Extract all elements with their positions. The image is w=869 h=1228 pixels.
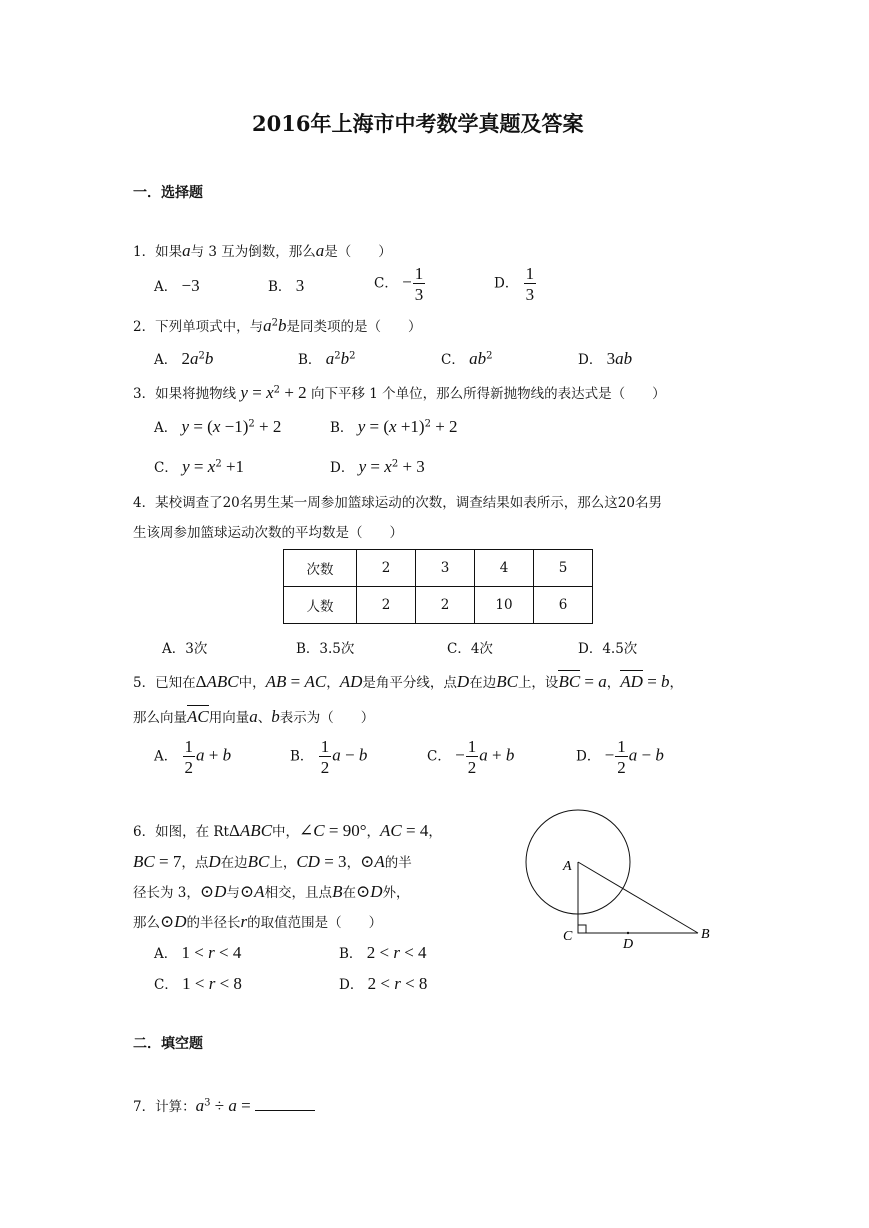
q2-option-c: C． $ab^2$ [441,349,493,368]
table-cell: 10 [475,587,534,624]
right-angle-mark [578,925,586,933]
table-row [284,550,593,587]
page-title: 2016年上海市中考数学真题及答案 [252,111,584,136]
question-6-line-1: 6．如图，在 RtΔABC中，∠C = 90°，AC = 4， [133,821,442,840]
q5-option-b: B． $\frac{1}{2}$ a − b [290,737,368,777]
q5-option-d: D． − $\frac{1}{2}$ a − b [576,737,664,777]
q5-option-c: C． − $\frac{1}{2}$ a + b [427,737,515,777]
triangle-circle-figure [515,800,725,960]
q6-option-b: B． 2 < r < 4 [339,943,427,962]
question-4-line-2: 生该周参加篮球运动次数的平均数是（ ） [133,525,403,541]
question-1: 1．如果a与 3 互为倒数，那么a是（ ） [133,241,392,260]
q1-option-a: A． −3 [154,276,200,295]
survey-table [283,549,593,624]
q6-option-d: D． 2 < r < 8 [339,974,428,993]
q3-option-d: D． $y = x^2 + 3$ [330,457,425,476]
table-cell: 5 [534,550,593,587]
question-6-line-2: BC = 7，点D在边BC上，CD = 3，⊙A的半 [133,852,412,871]
q3-option-b: B． $y = (x +1)^2 + 2$ [330,417,458,436]
label-d: D [623,937,634,952]
question-6-line-4: 那么⊙D的半径长r的取值范围是（ ） [133,912,383,931]
question-5-line-2: 那么向量AC用向量a、b表示为（ ） [133,707,375,726]
table-cell: 3 [416,550,475,587]
q1-option-d: D． $\frac{1}{3}$ [494,264,535,304]
table-cell: 6 [534,587,593,624]
table-row [284,587,593,624]
table-cell: 2 [416,587,475,624]
label-b: B [701,927,710,942]
table-cell: 2 [357,587,416,624]
q3-option-a: A． $y = (x -1)^2 + 2$ [154,417,282,436]
point-d [627,932,629,934]
question-5-line-1: 5．已知在ΔABC中，AB = AC，AD是角平分线，点D在边BC上，设BC = a，AD = b， [133,672,684,691]
q1-option-c: C． − $\frac{1}{3}$ [374,264,424,304]
table-cell: 人数 [284,587,357,624]
section-heading-fill: 二．填空题 [133,1036,203,1052]
q5-option-a: A． $\frac{1}{2}$ a + b [154,737,232,777]
q4-option-b: B．3.5次 [296,641,355,657]
q2-option-b: B． $a^2b^2$ [298,349,356,368]
q6-option-c: C． 1 < r < 8 [154,974,242,993]
question-7: 7．计算：$a^3 \div a$ = [133,1095,315,1116]
answer-blank[interactable] [255,1096,315,1111]
q2-option-d: D． 3ab [578,349,633,368]
q4-option-c: C．4次 [447,641,493,657]
segment-ab [578,862,698,933]
table-cell: 4 [475,550,534,587]
q4-option-a: A．3次 [162,641,208,657]
question-3: 3．如果将抛物线 $y = x^2 + 2$ 向下平移 1 个单位，那么所得新抛物线的表达式是（ ） [133,383,666,402]
q3-option-c: C． $y = x^2 +1$ [154,457,245,476]
question-2: 2．下列单项式中，与$a^2b$是同类项的是（ ） [133,316,422,335]
section-heading-choice: 一．选择题 [133,185,203,201]
q2-option-a: A． $2a^2b$ [154,349,214,368]
question-4-line-1: 4．某校调查了20名男生某一周参加篮球运动的次数，调查结果如表所示，那么这20名男 [133,495,662,511]
q1-option-b: B． 3 [268,276,305,295]
table-cell: 次数 [284,550,357,587]
label-c: C [563,929,573,944]
q6-option-a: A． 1 < r < 4 [154,943,242,962]
table-cell: 2 [357,550,416,587]
label-a: A [563,859,572,874]
q4-option-d: D．4.5次 [578,641,638,657]
question-6-line-3: 径长为 3，⊙D与⊙A相交，且点B在⊙D外， [133,882,410,901]
